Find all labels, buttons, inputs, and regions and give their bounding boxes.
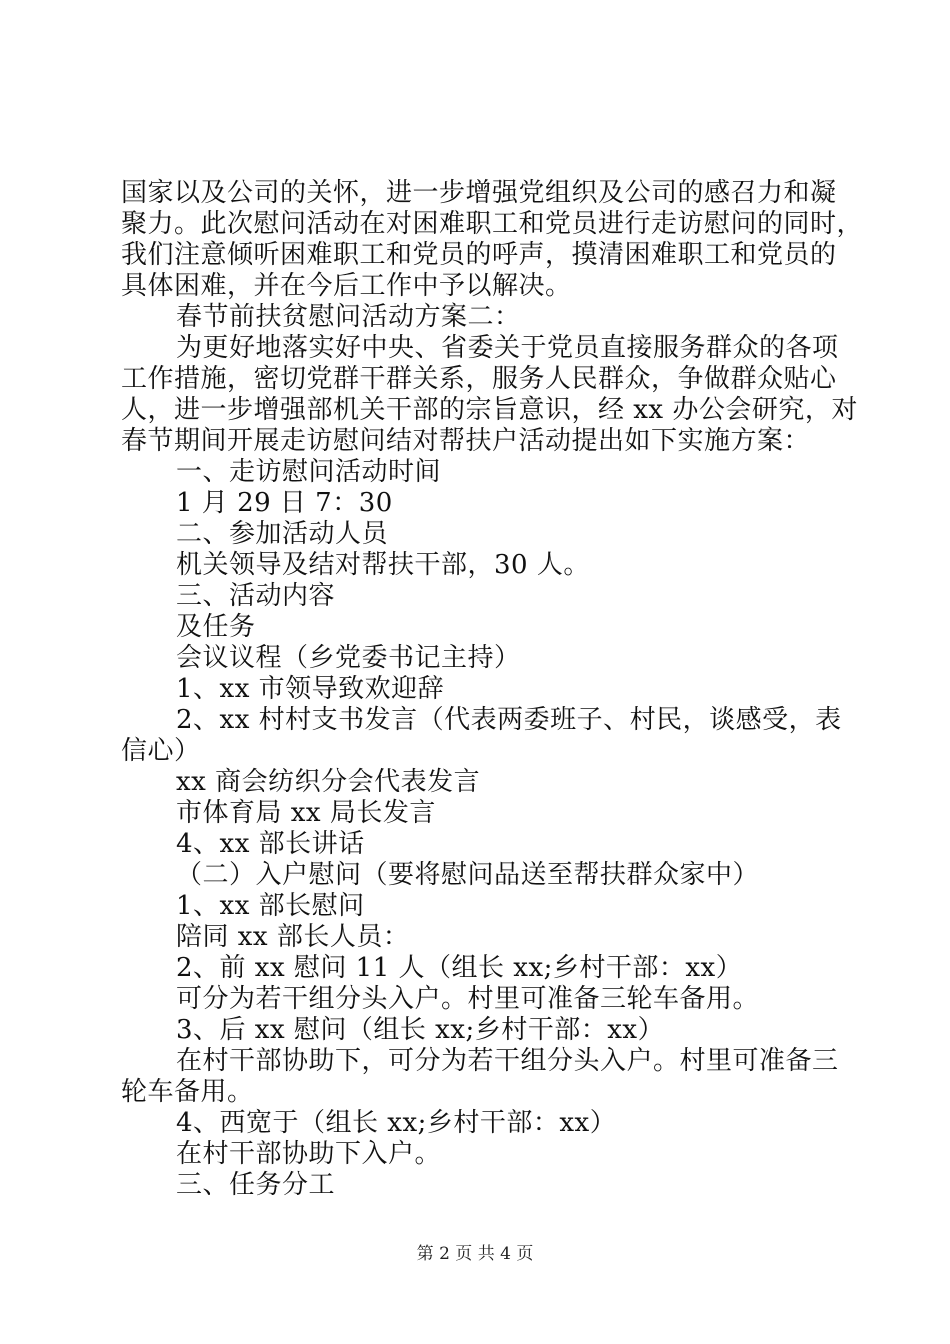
section-heading: 三、任务分工 <box>176 1170 336 1200</box>
list-item: 1、xx 市领导致欢迎辞 <box>176 674 445 704</box>
paragraph-line: 在村干部协助下，可分为若干组分头入户。村里可准备三 <box>176 1046 839 1076</box>
paragraph-line: 我们注意倾听困难职工和党员的呼声，摸清困难职工和党员的 <box>121 240 837 270</box>
paragraph-line: 会议议程（乡党委书记主持） <box>176 643 521 673</box>
page-number-footer: 第 2 页 共 4 页 <box>416 1244 534 1264</box>
section-heading: 二、参加活动人员 <box>176 519 389 549</box>
list-item: 4、西宽于（组长 xx;乡村干部：xx） <box>176 1108 617 1138</box>
list-item: 1、xx 部长慰问 <box>176 891 365 921</box>
paragraph-line: 及任务 <box>176 612 256 642</box>
list-item: xx 商会纺织分会代表发言 <box>176 767 481 797</box>
paragraph-line: 可分为若干组分头入户。村里可准备三轮车备用。 <box>176 984 760 1014</box>
list-item: 2、前 xx 慰问 11 人（组长 xx;乡村干部：xx） <box>176 953 743 983</box>
section-heading: 三、活动内容 <box>176 581 336 611</box>
paragraph-line: 春节期间开展走访慰问结对帮扶户活动提出如下实施方案： <box>121 426 811 456</box>
paragraph-line: 聚力。此次慰问活动在对困难职工和党员进行走访慰问的同时， <box>121 209 864 239</box>
paragraph-line: 1 月 29 日 7：30 <box>176 488 393 518</box>
section-heading: （二）入户慰问（要将慰问品送至帮扶群众家中） <box>176 860 760 890</box>
section-heading: 一、走访慰问活动时间 <box>176 457 442 487</box>
paragraph-line: 机关领导及结对帮扶干部，30 人。 <box>176 550 590 580</box>
section-heading: 春节前扶贫慰问活动方案二： <box>176 302 521 332</box>
paragraph-line: 具体困难，并在今后工作中予以解决。 <box>121 271 572 301</box>
paragraph-line: 人，进一步增强部机关干部的宗旨意识，经 xx 办公会研究，对 <box>121 395 858 425</box>
paragraph-line: 国家以及公司的关怀，进一步增强党组织及公司的感召力和凝 <box>121 178 837 208</box>
paragraph-line: 在村干部协助下入户。 <box>176 1139 442 1169</box>
paragraph-line: 陪同 xx 部长人员： <box>176 922 410 952</box>
paragraph-line: 为更好地落实好中央、省委关于党员直接服务群众的各项 <box>176 333 839 363</box>
list-item: 2、xx 村村支书发言（代表两委班子、村民，谈感受，表 <box>176 705 842 735</box>
list-item: 4、xx 部长讲话 <box>176 829 365 859</box>
list-item: 3、后 xx 慰问（组长 xx;乡村干部：xx） <box>176 1015 665 1045</box>
paragraph-line: 工作措施，密切党群干群关系，服务人民群众，争做群众贴心 <box>121 364 837 394</box>
list-item: 市体育局 xx 局长发言 <box>176 798 436 828</box>
paragraph-line: 轮车备用。 <box>121 1077 254 1107</box>
paragraph-line: 信心） <box>121 736 201 766</box>
